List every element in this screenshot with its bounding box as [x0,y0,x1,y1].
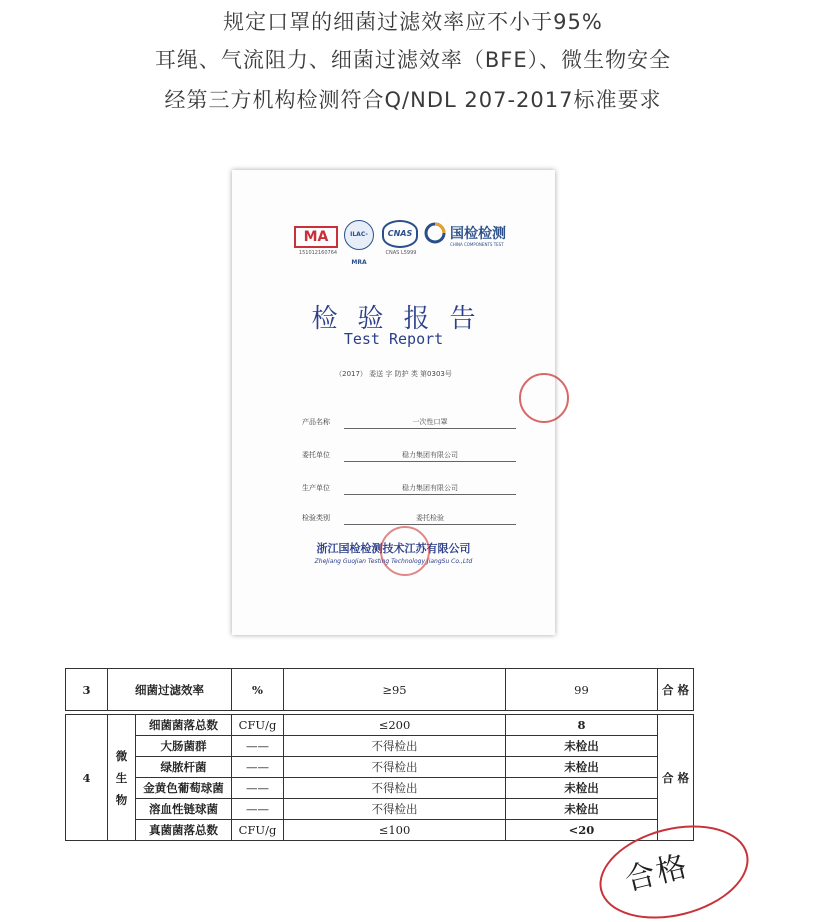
cell-requirement: ≥95 [284,669,506,711]
cell-requirement: 不得检出 [284,778,506,799]
field-manufacturer [302,483,516,497]
cell-unit: —— [232,778,284,799]
cell-unit: CFU/g [232,820,284,841]
cell-unit: —— [232,757,284,778]
cell-unit: —— [232,799,284,820]
field-label: 产品名称 [302,418,330,426]
table-row [66,757,694,778]
field-label: 检验类别 [302,514,330,522]
cell-no: 4 [66,715,108,841]
field-value: 委托检验 [344,513,516,525]
cell-no: 3 [66,669,108,711]
brand-subtitle: CHINA COMPONENTS TEST [450,242,504,247]
cell-result: <20 [506,820,658,841]
cell-verdict: 合 格 [658,669,694,711]
group-label: 微 生 物 [115,748,128,807]
table-row [66,820,694,841]
report-title-cn: 检验报告 [311,304,496,334]
cell-item: 溶血性链球菌 [136,799,232,820]
cnas-number: CNAS L5999 [385,250,417,256]
cell-requirement: ≤100 [284,820,506,841]
results-table [65,668,693,841]
organization-name-en: ZheJiang GuoJian Testing Technology JiangSu Co.,Ltd [314,558,473,565]
table-row [66,736,694,757]
cell-requirement: 不得检出 [284,799,506,820]
official-seal-side [519,373,569,423]
field-label: 生产单位 [302,484,330,492]
cell-unit: CFU/g [232,715,284,736]
cell-result: 99 [506,669,658,711]
test-report-cover [232,170,555,635]
table-row [66,715,694,736]
table-row [66,778,694,799]
brand-name: 国检检测 [450,226,506,242]
field-label: 委托单位 [302,451,330,459]
headline-3: 经第三方机构检测符合Q/NDL 207-2017标准要求 [164,88,662,112]
official-seal-center [380,526,430,576]
cell-item: 真菌菌落总数 [136,820,232,841]
cell-result: 未检出 [506,736,658,757]
cell-item: 细菌过滤效率 [108,669,232,711]
cell-item: 细菌菌落总数 [136,715,232,736]
ma-logo: MA [294,226,338,248]
ma-number: 151012160764 [298,250,338,256]
field-value: 稳力集团有限公司 [344,450,516,462]
field-test-type [302,513,516,527]
certification-logos [294,220,524,266]
cell-item: 金黄色葡萄球菌 [136,778,232,799]
cell-result: 未检出 [506,799,658,820]
field-value: 稳力集团有限公司 [344,483,516,495]
cnas-logo: CNAS [382,220,418,248]
brand-swirl-icon [424,222,446,244]
field-value: 一次性口罩 [344,417,516,429]
cell-requirement: 不得检出 [284,736,506,757]
cell-unit: —— [232,736,284,757]
cell-result: 8 [506,715,658,736]
cell-item: 大肠菌群 [136,736,232,757]
headline-2: 耳绳、气流阻力、细菌过滤效率（BFE）、微生物安全 [154,48,672,72]
table-row [66,669,694,711]
cell-requirement: ≤200 [284,715,506,736]
cell-result: 未检出 [506,778,658,799]
pass-handwritten-mark: 合格 [621,848,693,899]
field-product-name [302,417,516,431]
cell-group [108,715,136,841]
table-row [66,799,694,820]
report-number: （2017） 委送 字 防护 类 第0303号 [335,370,452,378]
cell-requirement: 不得检出 [284,757,506,778]
report-title-en: Test Report [343,330,444,348]
ilac-logo: ILAC-MRA [344,220,374,250]
cell-verdict: 合 格 [658,715,694,841]
cell-unit: % [232,669,284,711]
cell-item: 绿脓杆菌 [136,757,232,778]
headline-1: 规定口罩的细菌过滤效率应不小于95% [223,10,603,34]
field-client [302,450,516,464]
organization-name-cn: 浙江国检检测技术江苏有限公司 [316,542,471,555]
cell-result: 未检出 [506,757,658,778]
